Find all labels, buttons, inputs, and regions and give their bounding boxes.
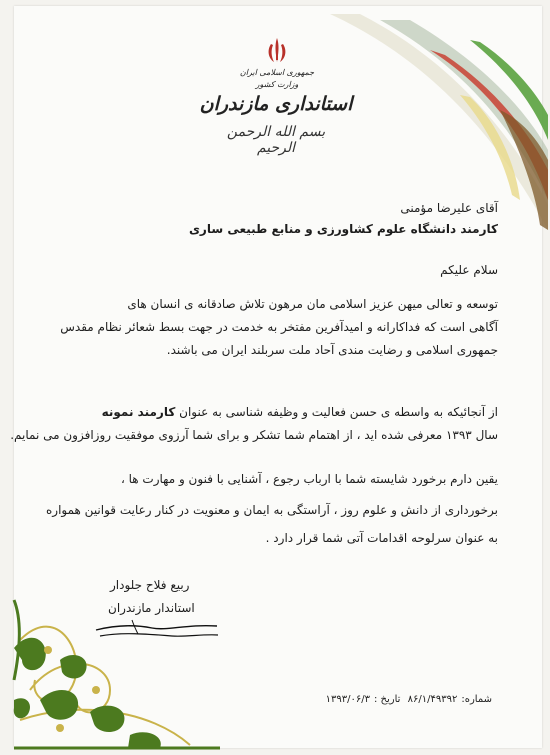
- paragraph1-line1: توسعه و تعالی میهن عزیز اسلامی مان مرهون تلاش صادقانه ی انسان های: [127, 297, 498, 311]
- paragraph3-line3: به عنوان سرلوحه اقدامات آتی شما قرار دارد .: [265, 531, 498, 545]
- recipient-role: کارمند دانشگاه علوم کشاورزی و منابع طبیعی ساری: [188, 222, 498, 236]
- paragraph3-line2: برخورداری از دانش و علوم روز ، آراستگی به ایمان و معنویت در کنار رعایت قوانین همواره: [45, 503, 498, 517]
- header-ministry: وزارت کشور: [255, 80, 299, 89]
- header-country: جمهوری اسلامی ایران: [239, 68, 315, 77]
- paragraph3-line1: یقین دارم برخورد شایسته شما با ارباب رجوع ، آشنایی با فنون و مهارت ها ،: [120, 472, 498, 486]
- salutation: سلام علیکم: [440, 263, 498, 277]
- date-value: ۱۳۹۳/۰۶/۳: [325, 694, 370, 705]
- paragraph2-highlight: کارمند نمونه: [101, 405, 176, 419]
- signatory-title: استاندار مازندران: [108, 601, 195, 615]
- recipient-name: آقای علیرضا مؤمنی: [400, 201, 498, 215]
- date-label: تاریخ :: [373, 694, 401, 705]
- paragraph2-line2: سال ۱۳۹۳ معرفی شده اید ، از اهتمام شما تشکر و برای شما آرزوی موفقیت روزافزون می نمایم.: [10, 428, 498, 442]
- paragraph2-text: از آنجائیکه به واسطه ی حسن فعالیت و وظیفه شناسی به عنوان: [175, 405, 498, 419]
- header-organization: استانداری مازندران: [199, 93, 353, 115]
- paragraph1-line3: جمهوری اسلامی و رضایت مندی آحاد ملت سربلند ایران می باشند.: [166, 343, 498, 357]
- number-value: ۸۶/۱/۴۹۳۹۲: [407, 694, 458, 705]
- paragraph1-line2: آگاهی است که فداکارانه و امیدآفرین مفتخر به خدمت در جهت بسط شعائر نظام مقدس: [60, 320, 498, 334]
- number-label: شماره:: [461, 694, 492, 705]
- signatory-name: ربیع فلاح جلودار: [110, 578, 190, 592]
- header-basmala: بسم الله الرحمن الرحیم: [226, 124, 326, 156]
